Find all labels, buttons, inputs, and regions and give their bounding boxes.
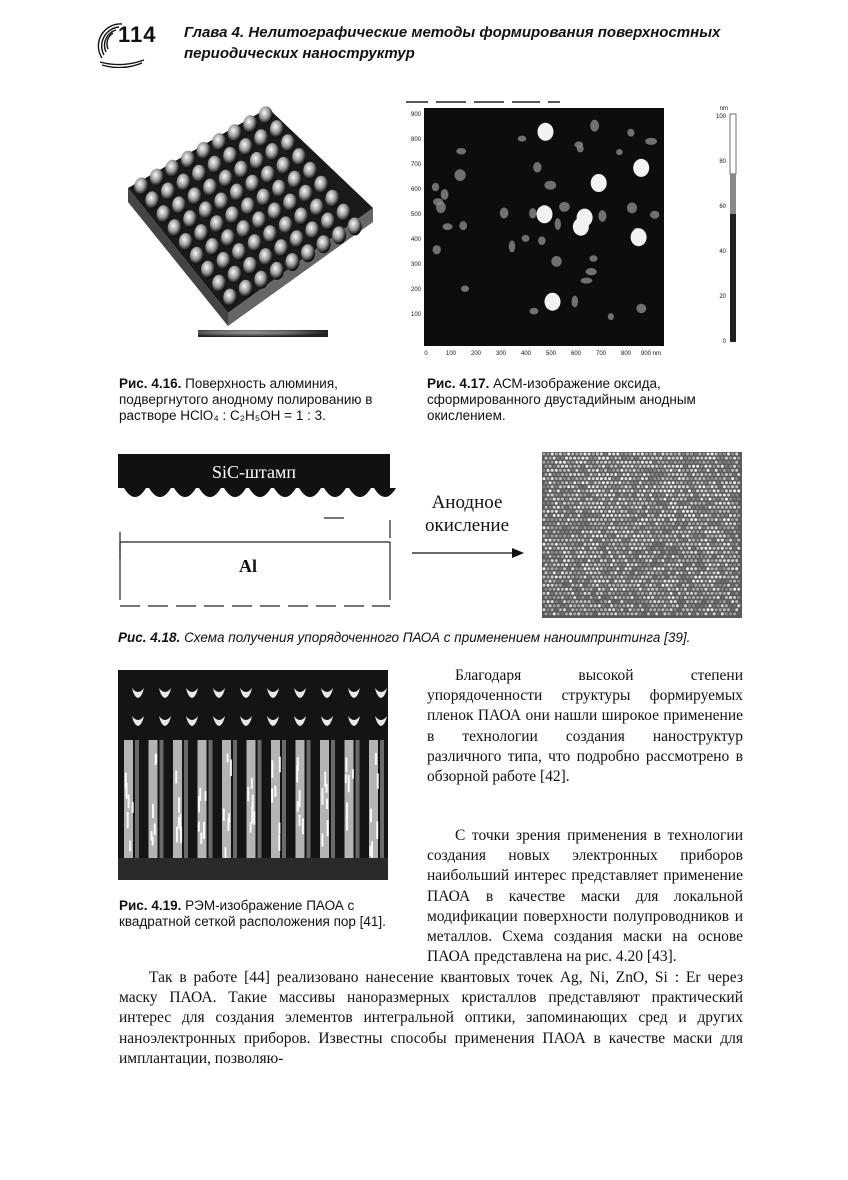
running-head [184,22,744,64]
colorbar-tick: 60 [719,204,726,210]
process-label-line-2: окисление [424,515,510,536]
afm-x-tick: 900 nm [640,351,662,357]
caption-text: РЭМ-изображение ПАОА с квадратной сеткой расположения пор [41]. [119,898,386,929]
afm-y-tick: 800 [410,137,421,143]
afm-y-tick: 600 [410,187,421,193]
afm-y-tick: 700 [410,162,421,168]
afm-x-tick: 300 [495,351,507,357]
caption-figure-4-17 [427,376,747,424]
colorbar-unit: nm [719,106,728,112]
afm-y-tick: 400 [410,237,421,243]
caption-figure-4-16 [119,376,389,424]
afm-x-tick: 200 [470,351,482,357]
colorbar-tick: 80 [719,159,726,165]
body-paragraph-1: Благодаря высокой степени упорядоченности структуры формируемых пленок ПАОА они нашли широкое применение в технологии создания наноструктур различного типа, что подробно рассмотрено в обзорной работе [42]. [427,667,743,786]
body-paragraph-3: Так в работе [44] реализовано нанесение квантовых точек Ag, Ni, ZnO, Si : Er через маску ПАОА. Такие массивы наноразмерных кристаллов представляют практический интерес для создания элементов интегральной оптики, запоминающих сред и других наноэлектронных приборов. Известны способы применения ПАОА в качестве маски для имплантации, позволяю- [119,969,743,1067]
caption-figure-4-18 [118,630,758,646]
afm-x-tick: 100 [445,351,457,357]
afm-y-tick: 100 [410,312,421,318]
running-head-line-2: периодических наноструктур [184,45,415,62]
caption-label: Рис. 4.18. [118,630,181,645]
caption-figure-4-19 [119,898,389,930]
colorbar-tick: 40 [719,249,726,255]
figure-4-18-scheme [112,448,752,628]
afm-x-tick: 400 [520,351,532,357]
process-arrow-icon [512,548,524,558]
body-paragraph-2: С точки зрения применения в технологии создания новых электронных приборов наибольший интерес представляет применение ПАОА в качестве маски для локальной модификации поверхности полупроводников и металлов. Схема создания маски на основе ПАОА представлена на рис. 4.20 [43]. [427,827,743,966]
figure-4-17-afm-image [400,96,750,360]
afm-x-tick: 0 [424,351,428,357]
stamp-label: SiC-штамп [212,462,296,482]
colorbar-tick: 20 [719,294,726,300]
figure-4-16-surface-image [118,98,380,348]
colorbar-tick: 100 [715,114,726,120]
caption-label: Рис. 4.19. [119,898,182,913]
caption-text: АСМ-изображение оксида, сформированного двустадийным анодным окислением. [427,376,696,423]
afm-y-tick: 300 [410,262,421,268]
afm-y-tick: 200 [410,287,421,293]
running-head-line-1: Глава 4. Нелитографические методы формирования поверхностных [184,24,721,41]
afm-x-tick: 700 [595,351,607,357]
caption-text: Поверхность алюминия, подвергнутого анодному полированию в растворе HClO₄ : C₂H₅OH = 1 : 3. [119,376,373,423]
page-number: 114 [118,22,157,47]
caption-label: Рис. 4.16. [119,376,182,391]
substrate-label: Al [239,556,257,576]
afm-y-tick: 500 [410,212,421,218]
afm-x-tick: 500 [545,351,557,357]
colorbar-tick: 0 [722,339,726,345]
caption-text: Схема получения упорядоченного ПАОА с применением наноимпринтинга [39]. [184,630,691,645]
process-label-line-1: Анодное [431,492,503,513]
caption-label: Рис. 4.17. [427,376,490,391]
afm-x-tick: 800 [620,351,632,357]
afm-y-tick: 900 [410,112,421,118]
afm-x-tick: 600 [570,351,582,357]
figure-4-19-sem-image [118,670,388,880]
